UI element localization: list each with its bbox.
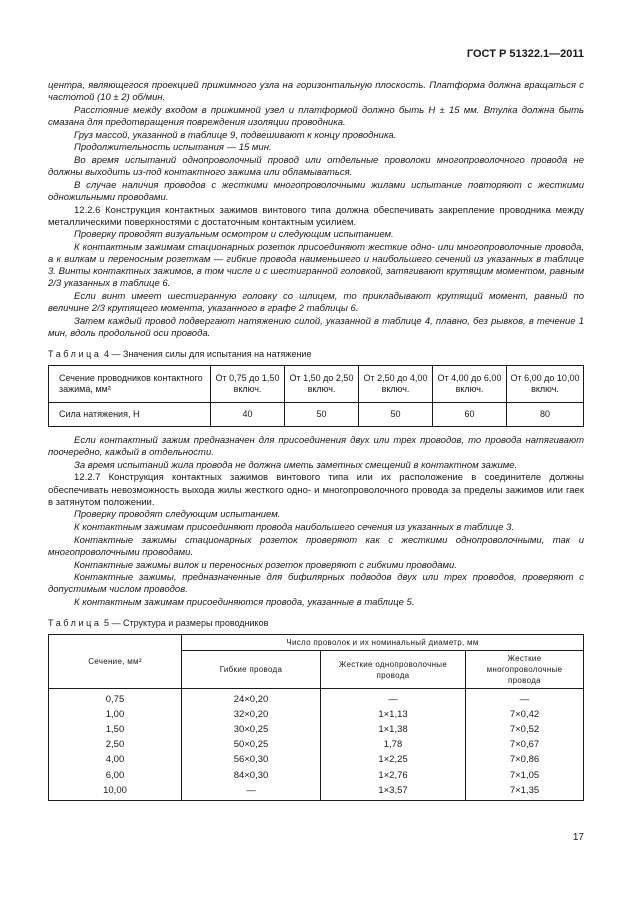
table5-cell: 10,00 — [49, 783, 182, 801]
table-row — [49, 635, 584, 651]
table-row — [49, 783, 584, 801]
table5-cell: 50×0,25 — [182, 738, 321, 753]
paragraph: Если контактный зажим предназначен для присоединения двух или трех проводов, то провода натягивают поочередно, каждый в отдельности. — [48, 435, 584, 459]
table5-cell: 7×1,35 — [466, 783, 584, 801]
table5-cell: 7×1,05 — [466, 768, 584, 783]
table5-cell: 24×0,20 — [182, 689, 321, 708]
table4-tension-forces — [48, 365, 584, 427]
paragraph: Расстояние между входом в прижимной узел и платформой должно быть Н ± 15 мм. Втулка должна быть смазана для предотвращения повреждения изоляции проводника. — [48, 104, 584, 128]
table5-cell: 1×2,76 — [321, 768, 466, 783]
table-row — [49, 768, 584, 783]
table5-col-rigid-multi: Жесткие многопроволочные провода — [466, 651, 584, 689]
table-row — [49, 707, 584, 722]
paragraph: К контактным зажимам присоединяют провода наибольшего сечения из указанных в таблице 3. — [74, 522, 515, 534]
table-row — [49, 689, 584, 708]
table5-cell: 4,00 — [49, 753, 182, 768]
table-row — [49, 403, 584, 427]
table5-col-flexible: Гибкие провода — [182, 651, 321, 689]
table5-group-header: Число проволок и их номинальный диаметр, мм — [182, 635, 584, 651]
table5-cell: 7×0,67 — [466, 738, 584, 753]
table-row — [49, 738, 584, 753]
table4-range-cell: От 4,00 до 6,00 включ. — [433, 366, 507, 403]
paragraph: Контактные зажимы, предназначенные для бифилярных подводов двух или трех проводов, проверяют с допустимым числом проводов. — [48, 572, 584, 596]
clause-12-2-6: 12.2.6 Конструкция контактных зажимов винтового типа должна обеспечивать закрепление проводника между металлическими поверхностями с достаточным контактным усилием. — [48, 204, 584, 228]
paragraph: К контактным зажимам присоединяются провода, указанные в таблице 5. — [74, 596, 415, 608]
table-row — [49, 753, 584, 768]
table5-cell: 30×0,25 — [182, 723, 321, 738]
table-row — [49, 723, 584, 738]
table5-cell: 6,00 — [49, 768, 182, 783]
table5-cell: 56×0,30 — [182, 753, 321, 768]
paragraph: центра, являющегося проекцией прижимного узла на горизонтальную плоскость. Платформа должна вращаться с частотой (10 ± 2) об/мин. — [48, 80, 584, 104]
table5-cell: 1×1,13 — [321, 707, 466, 722]
table-row — [49, 366, 584, 403]
table4-force-cell: 50 — [285, 403, 359, 427]
table5-cell: 1,50 — [49, 723, 182, 738]
table5-cell: 1×2,25 — [321, 753, 466, 768]
table5-cell: — — [466, 689, 584, 708]
page-body — [48, 80, 584, 801]
paragraph: Продолжительность испытания — 15 мин. — [74, 142, 272, 154]
table4-force-cell: 60 — [433, 403, 507, 427]
table5-cell: 1,78 — [321, 738, 466, 753]
document-code: ГОСТ Р 51322.1—2011 — [466, 48, 584, 60]
paragraph: Если винт имеет шестигранную головку со шлицем, то прикладывают крутящий момент, равный по величине 2/3 крутящего момента, указанного в графе 2 таблицы 6. — [48, 290, 584, 315]
paragraph: Затем каждый провод подвергают натяжению силой, указанной в таблице 4, плавно, без рывков, в течение 1 мин, вдоль продольной оси провода. — [48, 315, 584, 339]
paragraph: За время испытаний жила провода не должна иметь заметных смещений в контактном зажиме. — [74, 459, 518, 471]
clause-12-2-7: 12.2.7 Конструкция контактных зажимов винтового типа или их расположение в соединителе должны обеспечивать невозможность выхода жилы жесткого одно- и многопроволочного провода за пределы зажимов или гаек в затянутом положении. — [48, 472, 584, 508]
page-number: 17 — [572, 832, 584, 843]
paragraph: Контактные зажимы вилок и переносных розеток проверяют с гибкими проводами. — [74, 559, 457, 571]
table4-force-cell: 40 — [211, 403, 285, 427]
paragraph: К контактным зажимам стационарных розеток присоединяют жесткие одно- или многопроволочные провода, а к вилкам и переносным розеткам — гибкие провода наименьшего и наибольшего сечений из указанных в таблице 3. Винты контактных зажимов, в том числе и с шестигранной головкой, затягивают крутящим моментом, равным 2/3 указанных в таблице 6. — [48, 241, 584, 290]
table4-range-cell: От 6,00 до 10,00 включ. — [507, 366, 584, 403]
table5-cell: 84×0,30 — [182, 768, 321, 783]
table4-force-cell: 50 — [359, 403, 433, 427]
table4-force-cell: 80 — [507, 403, 584, 427]
table5-col-rigid-single: Жесткие однопроволочные провода — [321, 651, 466, 689]
table4-caption: Таблица 4 — Значения силы для испытания на натяжение — [48, 348, 312, 359]
table4-range-cell: От 2,50 до 4,00 включ. — [359, 366, 433, 403]
paragraph: Контактные зажимы стационарных розеток проверяют как с жесткими однопроволочными, так и многопроволочными проводами. — [48, 534, 584, 558]
paragraph: Во время испытаний однопроволочный провод или отдельные проволоки многопроволочного провода не должны выходить из-под контактного зажима или обламываться. — [48, 154, 584, 179]
table4-range-cell: От 1,50 до 2,50 включ. — [285, 366, 359, 403]
table5-cell: — — [182, 783, 321, 801]
table5-cell: 2,50 — [49, 738, 182, 753]
table4-force-label: Сила натяжения, Н — [49, 403, 211, 427]
table5-conductor-structure — [48, 634, 584, 801]
table5-cell: 1,00 — [49, 707, 182, 722]
paragraph: Проверку проводят следующим испытанием. — [74, 509, 281, 521]
table5-caption: Таблица 5 — Структура и размеры проводников — [48, 618, 269, 629]
table4-range-cell: От 0,75 до 1,50 включ. — [211, 366, 285, 403]
table4-header-label: Сечение проводников контактного зажима, мм² — [49, 366, 211, 403]
table5-cell: 7×0,52 — [466, 723, 584, 738]
table5-cell: 7×0,86 — [466, 753, 584, 768]
table5-cell: 1×3,57 — [321, 783, 466, 801]
paragraph: В случае наличия проводов с жесткими многопроволочными жилами испытание повторяют с жесткими одножильными проводами. — [48, 179, 584, 203]
table5-cell: 0,75 — [49, 689, 182, 708]
table5-col-section: Сечение, мм² — [49, 635, 182, 689]
paragraph: Груз массой, указанной в таблице 9, подвешивают к концу проводника. — [74, 129, 397, 141]
table5-cell: 1×1,38 — [321, 723, 466, 738]
table5-cell: 7×0,42 — [466, 707, 584, 722]
paragraph: Проверку проводят визуальным осмотром и следующим испытанием. — [74, 229, 394, 241]
table5-cell: — — [321, 689, 466, 708]
table5-cell: 32×0,20 — [182, 707, 321, 722]
